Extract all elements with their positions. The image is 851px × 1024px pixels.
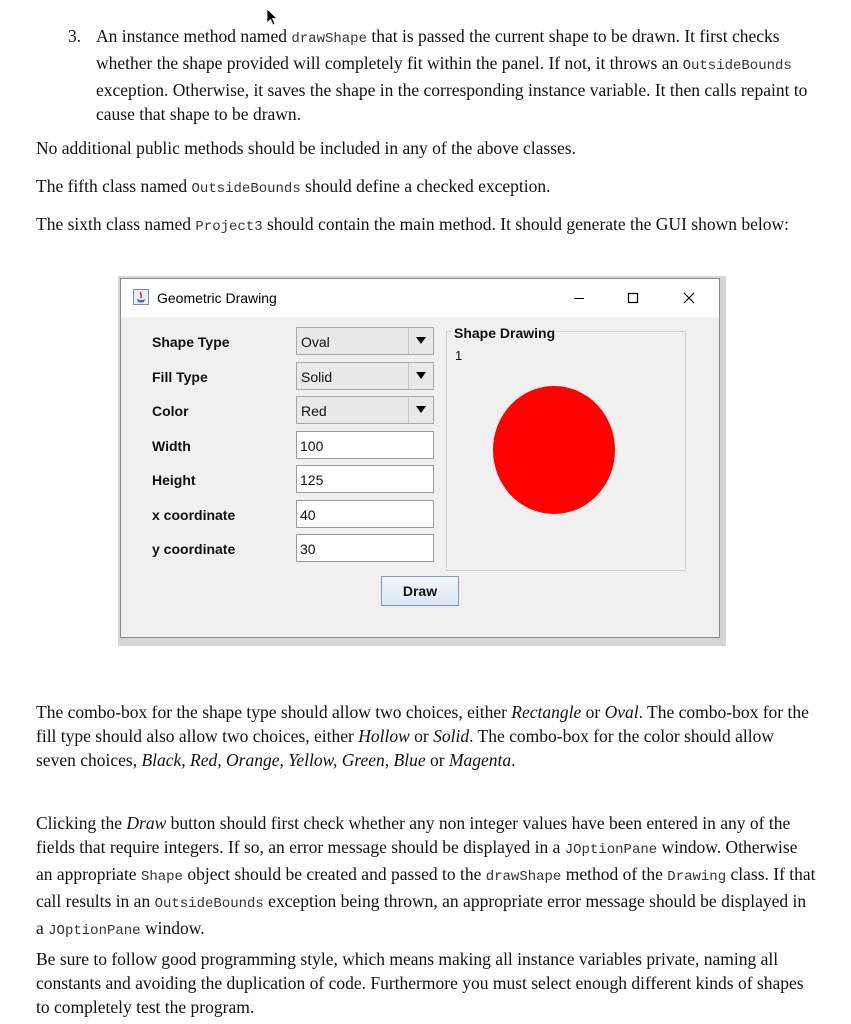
text-run: . [511, 750, 516, 770]
text-run: should define a checked exception. [300, 176, 551, 196]
text-run: An instance method named [96, 26, 292, 46]
title-bar[interactable] [121, 279, 719, 317]
width-label: Width [152, 438, 191, 454]
window-title: Geometric Drawing [157, 290, 277, 306]
height-label: Height [152, 472, 196, 488]
text-run: or [581, 702, 605, 722]
fill-type-label: Fill Type [152, 369, 208, 385]
text-run: exception being thrown, an appropriate error message should be displayed in a [36, 891, 807, 938]
paragraph-no-public-methods: No additional public methods should be included in any of the above classes. [36, 138, 576, 158]
paragraph-programming-style: Be sure to follow good programming style, which means making all instance variables private, naming all constants and avoiding the duplication of code. Furthermore you must select enough different kinds of shapes to completely test the program. [36, 949, 804, 1017]
italic-rectangle: Rectangle [511, 702, 582, 722]
close-icon [683, 292, 695, 304]
text-run: . The combo-box for the fill type should also allow two choices, either [36, 702, 809, 746]
shape-type-label: Shape Type [152, 334, 230, 350]
code-OutsideBounds: OutsideBounds [191, 181, 301, 197]
shape-type-value: Oval [301, 334, 330, 350]
minimize-icon [573, 292, 585, 304]
geometric-drawing-window [120, 278, 720, 638]
code-OutsideBounds: OutsideBounds [154, 896, 264, 912]
x-coordinate-label: x coordinate [152, 507, 236, 523]
color-label: Color [152, 403, 189, 419]
fill-type-combo[interactable] [296, 362, 434, 390]
text-run: method of the [561, 864, 668, 884]
italic-draw: Draw [126, 813, 167, 833]
code-OutsideBounds: OutsideBounds [682, 58, 792, 74]
java-app-icon [133, 289, 149, 305]
red-oval-shape [492, 385, 616, 515]
maximize-button[interactable] [613, 285, 653, 311]
draw-button[interactable]: Draw [381, 576, 459, 606]
code-JOptionPane: JOptionPane [48, 923, 141, 939]
dropdown-arrow[interactable] [408, 328, 433, 354]
text-run: Clicking the [36, 813, 127, 833]
paragraph-sixth-class [36, 212, 816, 239]
text-run: button should first check whether any non integer values have been entered in any of the fields that require integers. If so, an error message should be displayed in a [36, 813, 791, 857]
panel-title: Shape Drawing [451, 325, 558, 341]
code-JOptionPane: JOptionPane [564, 842, 658, 858]
italic-hollow: Hollow [358, 726, 410, 746]
shape-type-combo[interactable] [296, 327, 434, 355]
italic-solid: Solid [433, 726, 470, 746]
italic-magenta: Magenta [448, 750, 512, 770]
width-field[interactable] [296, 431, 434, 459]
y-coordinate-label: y coordinate [152, 541, 236, 557]
panel-counter: 1 [455, 348, 463, 363]
code-Drawing: Drawing [667, 869, 727, 885]
text-run: window. [140, 918, 205, 938]
dropdown-arrow[interactable] [408, 397, 433, 423]
paragraph-fifth-class [36, 174, 816, 201]
height-field[interactable] [296, 465, 434, 493]
text-run: or [409, 726, 434, 746]
text-run: or [425, 750, 449, 770]
text-run: that is passed the current shape to be drawn. It first checks whether the shape provided will completely fit within the panel. If not, it throws an [96, 26, 780, 73]
x-coordinate-field[interactable] [296, 500, 434, 528]
list-number: 3. [68, 26, 82, 46]
x-value: 40 [300, 507, 316, 523]
fill-type-value: Solid [301, 369, 333, 385]
italic-colors: Black, Red, Orange, Yellow, Green, Blue [141, 750, 426, 770]
text-run: window. Otherwise an appropriate [36, 837, 798, 884]
text-run: class. If that call results in an [36, 864, 816, 911]
color-value: Red [301, 403, 327, 419]
minimize-button[interactable] [559, 285, 599, 311]
y-value: 30 [300, 541, 316, 557]
code-drawShape: drawShape [291, 31, 367, 47]
code-drawShape: drawShape [485, 869, 562, 885]
color-combo[interactable] [296, 396, 434, 424]
width-value: 100 [300, 438, 324, 454]
code-Shape: Shape [140, 869, 183, 885]
text-run: The combo-box for the shape type should allow two choices, either [36, 702, 512, 722]
oval [493, 386, 615, 514]
italic-oval: Oval [604, 702, 639, 722]
text-run: . The combo-box for the color should allow seven choices, [36, 726, 774, 770]
text-run: object should be created and passed to the [182, 864, 486, 884]
paragraph-draw-button [36, 811, 816, 943]
triangle-down-icon [416, 406, 426, 414]
code-Project3: Project3 [195, 219, 263, 235]
maximize-icon [627, 292, 639, 304]
text-run: should contain the main method. It should generate the GUI shown below: [262, 214, 789, 234]
triangle-down-icon [416, 337, 426, 345]
triangle-down-icon [416, 372, 426, 380]
height-value: 125 [300, 472, 324, 488]
paragraph-combo-boxes [36, 700, 816, 772]
close-button[interactable] [669, 285, 709, 311]
text-run: The sixth class named [36, 214, 196, 234]
y-coordinate-field[interactable] [296, 534, 434, 562]
list-item-text [96, 24, 831, 126]
dropdown-arrow[interactable] [408, 363, 433, 389]
text-run: exception. Otherwise, it saves the shape in the corresponding instance variable. It then calls repaint to cause that shape to be drawn. [96, 80, 808, 124]
text-run: The fifth class named [36, 176, 192, 196]
